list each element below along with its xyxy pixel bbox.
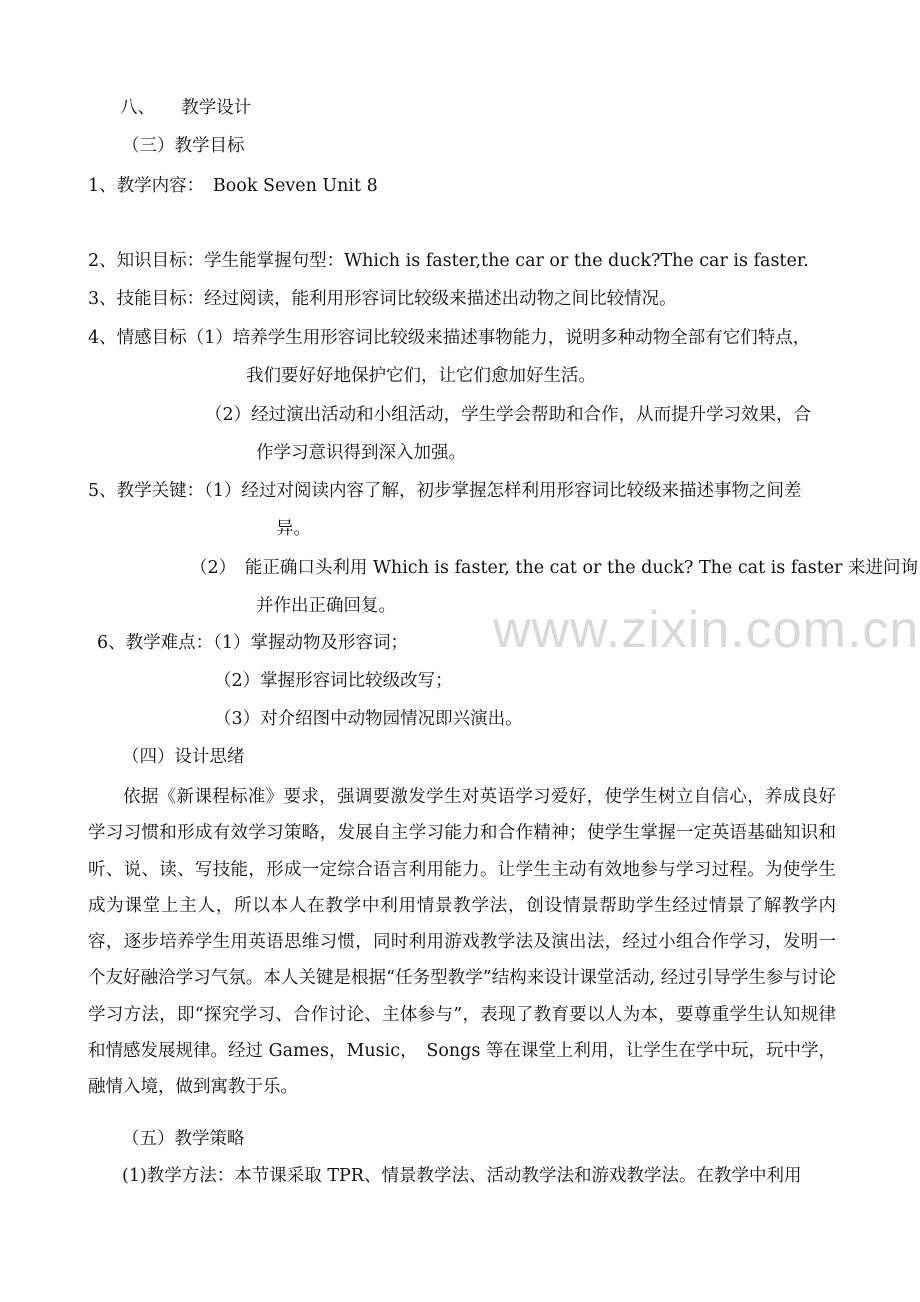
item-5-line-3: （2） 能正确口头利用 Which is faster, the cat or the duck? The cat is faster 来进问询 [190,558,919,578]
item-3-skill: 3、技能目标：经过阅读，能利用形容词比较级来描述出动物之间比较情况。 [88,289,677,309]
heading-section-8: 八、 教学设计 [120,98,252,118]
item-4-line-4: 作学习意识得到深入加强。 [256,443,466,463]
subheading-teaching-strategy: （五）教学策略 [122,1129,245,1149]
strategy-line-1: (1)教学方法：本节课采取 TPR、情景教学法、活动教学法和游戏教学法。在教学中利用 [122,1166,802,1186]
watermark: www.zixin.com.cn [493,601,920,659]
subheading-teaching-goals: （三）教学目标 [122,136,245,156]
item-5-line-1: 5、教学关键：（1）经过对阅读内容了解，初步掌握怎样利用形容词比较级来描述事物之间差 [88,481,802,501]
design-ideas-paragraph [88,779,836,1106]
item-6-line-2: （2）掌握形容词比较级改写； [214,671,453,691]
item-5-line-2: 异。 [276,519,311,539]
item-5-line-4: 并作出正确回复。 [256,596,396,616]
item-4-line-1: 4、情感目标（1）培养学生用形容词比较级来描述事物能力，说明多种动物全部有它们特点， [88,328,811,348]
subheading-design-ideas: （四）设计思绪 [122,747,245,767]
item-4-line-2: 我们要好好地保护它们，让它们愈加好生活。 [246,366,596,386]
item-6-line-3: （3）对介绍图中动物园情况即兴演出。 [214,709,523,729]
item-1-content: 1、教学内容： Book Seven Unit 8 [88,176,378,196]
item-4-line-3: （2）经过演出活动和小组活动，学生学会帮助和合作，从而提升学习效果，合 [205,405,812,425]
item-2-knowledge: 2、知识目标：学生能掌握句型：Which is faster,the car or the duck?The car is faster. [88,251,809,271]
item-6-line-1: 6、教学难点：（1）掌握动物及形容词； [97,633,409,653]
design-ideas-text: 依据《新课程标准》要求，强调要激发学生对英语学习爱好，使学生树立自信心，养成良好学习习惯和形成有效学习策略，发展自主学习能力和合作精神；使学生掌握一定英语基础知识和听、说、读、写技能，形成一定综合语言利用能力。让学生主动有效地参与学习过程。为使学生成为课堂上主人，所以本人在教学中利用情景教学法，创设情景帮助学生经过情景了解教学内容，逐步培养学生用英语思维习惯，同时利用游戏教学法及演出法，经过小组合作学习，发明一个友好融洽学习气氛。本人关键是根据“任务型教学”结构来设计课堂活动, 经过引导学生参与讨论学习方法，即“探究学习、合作讨论、主体参与”，表现了教育要以人为本，要尊重学生认知规律和情感发展规律。经过 Games，Music， Songs 等在课堂上利用，让学生在学中玩，玩中学，融情入境，做到寓教于乐。 [88,787,836,1098]
